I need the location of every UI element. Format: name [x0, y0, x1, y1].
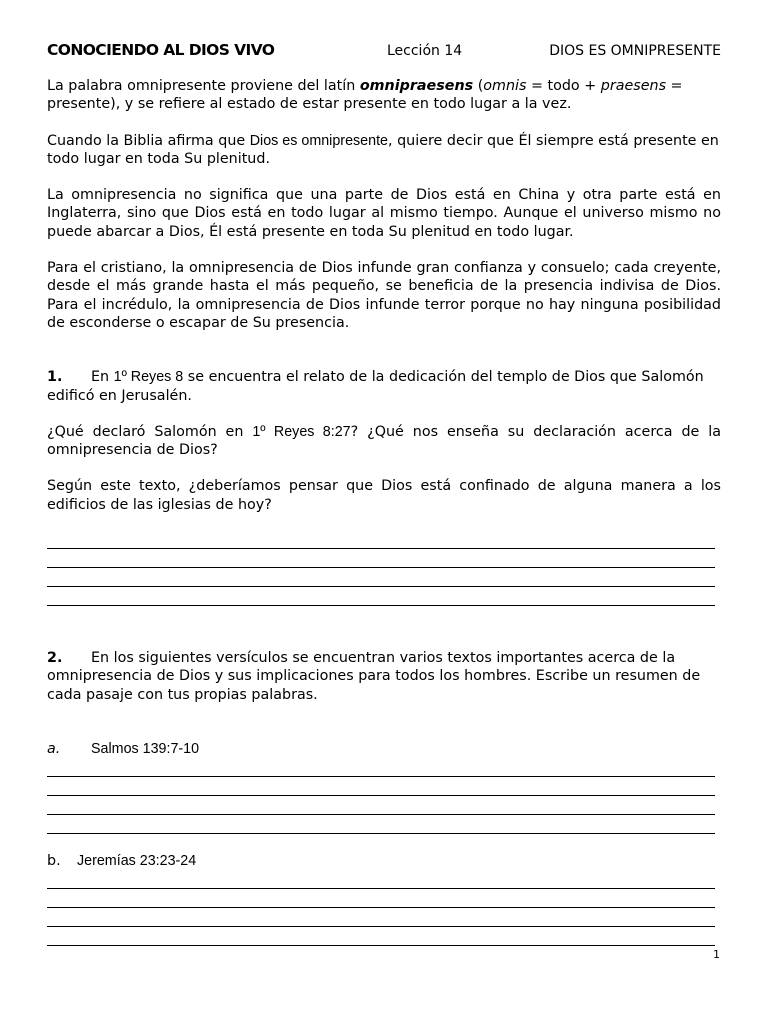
passage-a	[47, 740, 721, 758]
text-span: = todo +	[526, 78, 601, 94]
answer-lines-q1	[47, 530, 715, 606]
passage-reference: Salmos 139:7-10	[91, 740, 200, 757]
passage-reference: Jeremías 23:23-24	[77, 852, 197, 869]
document-page	[47, 40, 721, 946]
text-span: En	[91, 369, 114, 386]
text-span: ¿Qué declaró Salomón en	[47, 423, 253, 440]
intro-paragraph-4: Para el cristiano, la omnipresencia de Dios infunde gran confianza y consuelo; cada creyente, desde el más grande hasta el más pequeño, se beneficia de la presencia indivisa de Dios. Para el incrédulo, la omnipresencia de Dios infunde terror porque no hay ninguna posibilidad de esconderse o escapar de Su presencia.	[47, 260, 721, 331]
latin-praesens: praesens	[600, 78, 667, 94]
course-title: CONOCIENDO AL DIOS VIVO	[47, 41, 275, 59]
text-span: = presente), y se refiere al estado de estar presente en todo lugar a la vez.	[47, 78, 683, 113]
passage-b	[47, 852, 721, 870]
intro-paragraph-3: La omnipresencia no significa que una parte de Dios está en China y otra parte está en Inglaterra, sino que Dios está en todo lugar al mismo tiempo. Aunque el universo mismo no puede abarcar a Dios, Él está presente en toda Su plenitud en todo lugar.	[47, 187, 721, 240]
answer-line[interactable]	[47, 549, 715, 568]
text-span: La palabra omnipresente proviene del latín	[47, 78, 360, 94]
answer-line[interactable]	[47, 530, 715, 549]
page-header	[47, 40, 721, 62]
lesson-topic: DIOS ES OMNIPRESENTE	[549, 43, 721, 59]
answer-line[interactable]	[47, 796, 715, 815]
question-1-intro	[47, 368, 721, 405]
text-span: Cuando la Biblia afirma que	[47, 132, 250, 149]
lesson-number: Lección 14	[387, 43, 463, 59]
scripture-reference: 1º Reyes 8	[113, 369, 184, 386]
question-1-followup: Según este texto, ¿deberíamos pensar que Dios está confinado de alguna manera a los edificios de las iglesias de hoy?	[47, 478, 721, 513]
intro-paragraph-2	[47, 132, 721, 169]
scripture-reference: 1º Reyes 8:27	[252, 423, 351, 440]
emphasis-phrase: Dios es omnipresente	[249, 132, 388, 149]
intro-paragraph-1	[47, 77, 721, 114]
answer-line[interactable]	[47, 777, 715, 796]
question-number: 1.	[47, 369, 63, 386]
page-number: 1	[713, 948, 720, 961]
answer-line[interactable]	[47, 870, 715, 889]
latin-term: omnipraesens	[359, 78, 474, 94]
question-number: 2.	[47, 650, 63, 667]
answer-line[interactable]	[47, 568, 715, 587]
passage-letter: b.	[47, 852, 61, 869]
text-span: , quiere decir que Él siempre está presente en todo lugar en toda Su plenitud.	[47, 132, 719, 167]
text-span: En los siguientes versículos se encuentran varios textos importantes acerca de la omnipresencia de Dios y sus implicaciones para todos los hombres. Escribe un resumen de cada pasaje con tus propias palabras.	[47, 650, 701, 703]
answer-lines-a	[47, 758, 715, 834]
answer-line[interactable]	[47, 587, 715, 606]
answer-line[interactable]	[47, 758, 715, 777]
answer-line[interactable]	[47, 908, 715, 927]
passage-letter: a.	[47, 740, 61, 757]
answer-line[interactable]	[47, 889, 715, 908]
text-span: se encuentra el relato de la dedicación del templo de Dios que Salomón edificó en Jerusalén.	[47, 369, 704, 404]
answer-lines-b	[47, 870, 715, 946]
text-span: (	[473, 78, 484, 94]
latin-omnis: omnis	[483, 78, 527, 94]
text-span: ? ¿Qué nos enseña su declaración acerca de la omnipresencia de Dios?	[47, 423, 721, 459]
answer-line[interactable]	[47, 815, 715, 834]
question-2-intro	[47, 649, 721, 704]
answer-line[interactable]	[47, 927, 715, 946]
question-1-prompt	[47, 423, 721, 460]
